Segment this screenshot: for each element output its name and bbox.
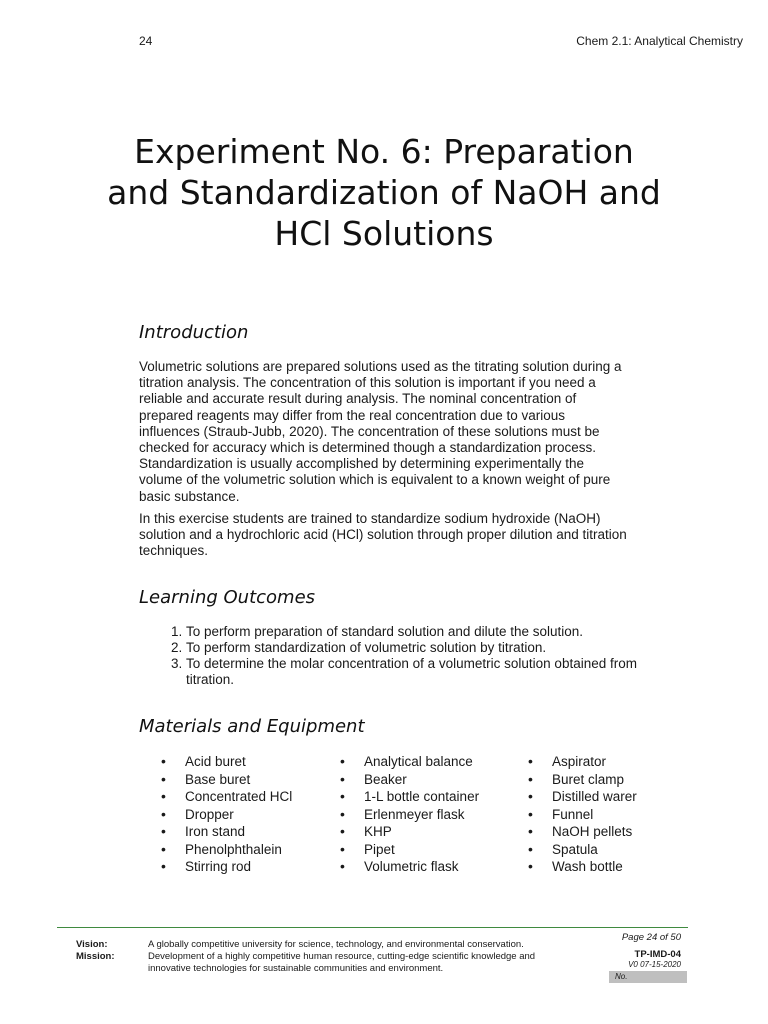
list-item: • Dropper <box>161 806 292 824</box>
list-item: • Concentrated HCl <box>161 788 292 806</box>
footer-mission-text: Development of a highly competitive human resource, cutting-edge scientific knowledge and innovative technologies for sustainable communities and environment. <box>148 951 536 974</box>
footer-page-count: Page 24 of 50 <box>621 932 681 943</box>
list-item: • Pipet <box>340 841 479 859</box>
materials-column-2 <box>340 753 479 876</box>
introduction-paragraph-2: In this exercise students are trained to standardize sodium hydroxide (NaOH) solution and a hydrochloric acid (HCl) solution through proper dilution and titration techniques. <box>139 511 627 559</box>
introduction-paragraph-1: Volumetric solutions are prepared solutions used as the titrating solution during a titration analysis. The concentration of this solution is important if you need a reliable and accurate result during analysis. The nominal concentration of prepared reagents may differ from the real concentration due to various influences (Straub-Jubb, 2020). The concentration of these solutions must be checked for accuracy which is determined though a standardization process. Standardization is usually accomplished by determining experimentally the volume of the volumetric solution which is equivalent to a known weight of pure basic substance. <box>139 359 622 504</box>
document-title: Experiment No. 6: Preparation and Standardization of NaOH and HCl Solutions <box>107 132 661 253</box>
list-item: • Acid buret <box>161 753 292 771</box>
materials-column-3 <box>528 753 637 876</box>
footer-mission-label: Mission: <box>76 951 115 962</box>
list-item: • Funnel <box>528 806 637 824</box>
introduction-heading: Introduction <box>139 322 249 343</box>
list-item: • Wash bottle <box>528 858 637 876</box>
list-item: • Buret clamp <box>528 771 637 789</box>
list-item: • Volumetric flask <box>340 858 479 876</box>
list-item: • Spatula <box>528 841 637 859</box>
header-course-title: Chem 2.1: Analytical Chemistry <box>576 34 743 48</box>
learning-outcomes-heading: Learning Outcomes <box>139 587 316 608</box>
list-item: • Distilled warer <box>528 788 637 806</box>
list-item: • KHP <box>340 823 479 841</box>
materials-column-1 <box>161 753 292 876</box>
footer-document-version: V0 07-15-2020 <box>628 960 681 969</box>
list-item: • Iron stand <box>161 823 292 841</box>
footer-vision-text: A globally competitive university for science, technology, and environmental conservation. <box>148 939 524 950</box>
footer-number-box: No. <box>609 971 687 983</box>
list-item: 2. To perform standardization of volumetric solution by titration. <box>186 640 666 656</box>
list-item: • Base buret <box>161 771 292 789</box>
list-item: • Analytical balance <box>340 753 479 771</box>
list-item: • Aspirator <box>528 753 637 771</box>
list-item: • Erlenmeyer flask <box>340 806 479 824</box>
list-item: • Stirring rod <box>161 858 292 876</box>
list-item: 1. To perform preparation of standard solution and dilute the solution. <box>186 624 666 640</box>
learning-outcomes-list <box>139 624 666 688</box>
list-item: • NaOH pellets <box>528 823 637 841</box>
list-item: 3. To determine the molar concentration of a volumetric solution obtained from titration. <box>186 656 666 688</box>
materials-heading: Materials and Equipment <box>139 716 365 737</box>
list-item: • Phenolphthalein <box>161 841 292 859</box>
header-page-number: 24 <box>139 34 153 48</box>
footer-divider <box>57 927 688 928</box>
footer-vision-label: Vision: <box>76 939 108 950</box>
footer-document-code: TP-IMD-04 <box>634 949 681 960</box>
list-item: • 1-L bottle container <box>340 788 479 806</box>
list-item: • Beaker <box>340 771 479 789</box>
